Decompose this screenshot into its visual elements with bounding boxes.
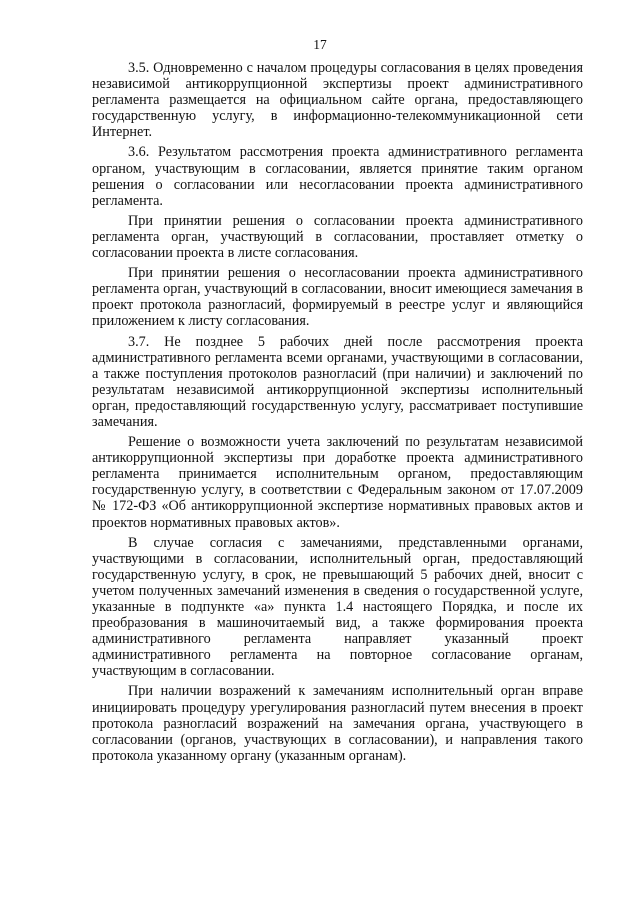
paragraph-agreement-case: В случае согласия с замечаниями, представленными органами, участвующими в согласовании, исполнительный орган, предоставляющий государственную услугу, в срок, не превышающий 5 рабочих дней, вносит с учетом полученных замечаний изменения в сведения о государственной услуге, указанные в подпункте «а» пункта 1.4 настоящего Порядка, и после их преобразования в машиночитаемый вид, а также формирования проекта административного регламента направляет указанный проект административного регламента на повторное согласование органам, участвующим в согласовании. — [92, 534, 583, 680]
paragraph-approval: При принятии решения о согласовании проекта административного регламента орган, участвующий в согласовании, проставляет отметку о согласовании проекта в листе согласования. — [92, 212, 583, 262]
paragraph-3-6: 3.6. Результатом рассмотрения проекта административного регламента органом, участвующим в согласовании, является принятие таким органом решения о согласовании или несогласовании проекта административного регламента. — [92, 144, 583, 209]
page-number: 17 — [313, 37, 327, 52]
paragraph-3-5: 3.5. Одновременно с началом процедуры согласования в целях проведения независимой антикоррупционной экспертизы проект административного регламента размещается на официальном сайте органа, предоставляющего государственную услугу, в информационно-телекоммуникационной сети Интернет. — [92, 60, 583, 141]
paragraph-anticorruption-decision: Решение о возможности учета заключений по результатам независимой антикоррупционной экспертизы при доработке проекта административного регламента принимается исполнительным органом, предоставляющим государственную услугу, в соответствии с Федеральным законом от 17.07.2009 № 172-ФЗ «Об антикоррупционной экспертизе нормативных правовых актов и проектов нормативных правовых актов». — [92, 434, 583, 531]
document-body — [92, 60, 583, 768]
paragraph-disapproval: При принятии решения о несогласовании проекта административного регламента орган, участвующий в согласовании, вносит имеющиеся замечания в проект протокола разногласий, формируемый в реестре услуг и являющийся приложением к листу согласования. — [92, 265, 583, 330]
paragraph-objections: При наличии возражений к замечаниям исполнительный орган вправе инициировать процедуру урегулирования разногласий путем внесения в проект протокола разногласий возражений на замечания органа, участвующего в согласовании (органов, участвующих в согласовании), и направления такого протокола указанному органу (указанным органам). — [92, 683, 583, 764]
paragraph-3-7: 3.7. Не позднее 5 рабочих дней после рассмотрения проекта административного регламента всеми органами, участвующими в согласовании, а также поступления протоколов разногласий (при наличии) и заключений по результатам независимой антикоррупционной экспертизы исполнительный орган, предоставляющий государственную услугу, рассматривает поступившие замечания. — [92, 333, 583, 430]
